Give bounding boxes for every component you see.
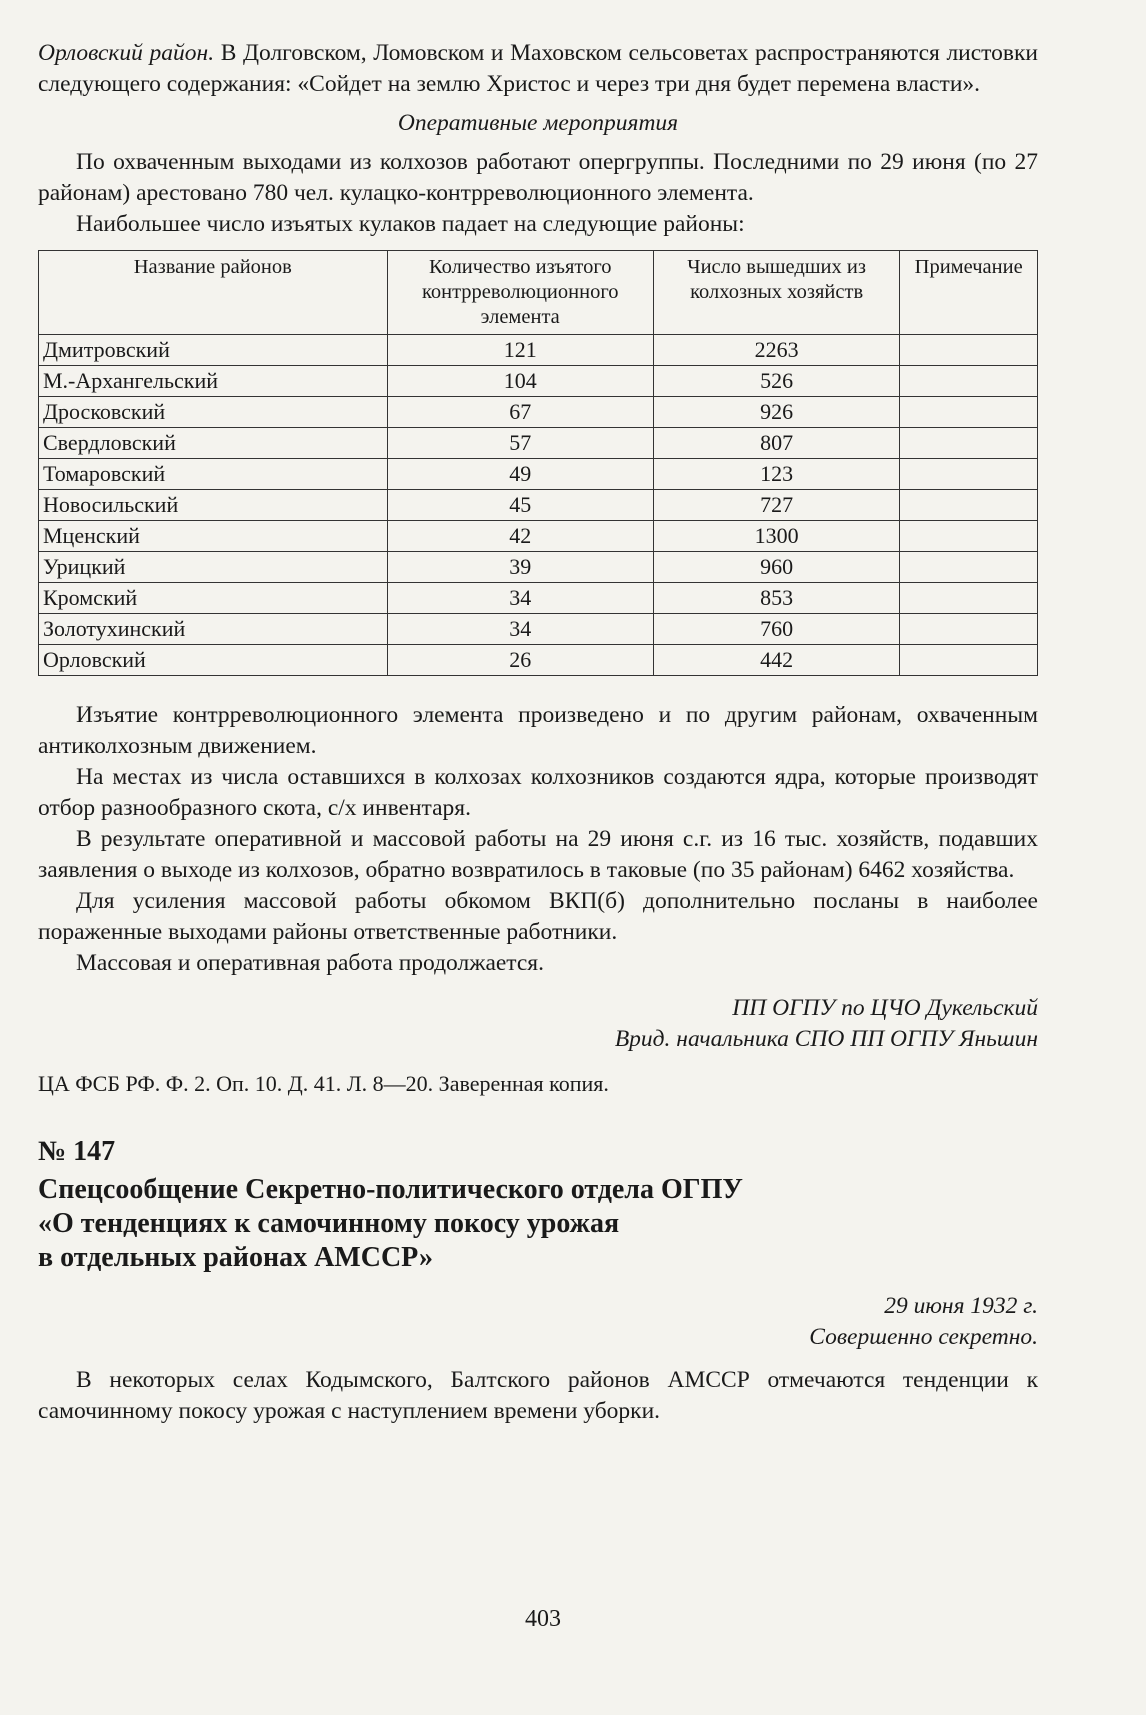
- removed-count: 121: [387, 335, 653, 366]
- paragraph: Наибольшее число изъятых кулаков падает на следующие районы:: [76, 211, 745, 237]
- archive-reference: ЦА ФСБ РФ. Ф. 2. Оп. 10. Д. 41. Л. 8—20. Заверенная копия.: [38, 1071, 609, 1096]
- district-name: Золотухинский: [39, 614, 388, 645]
- removed-count: 104: [387, 366, 653, 397]
- intro-district-label: Орловский район.: [38, 40, 215, 66]
- paragraph: Изъятие контрреволюционного элемента произведено и по другим районам, охваченным антиколхозным движением.: [38, 702, 1038, 759]
- left-count: 760: [653, 614, 899, 645]
- district-name: Дросковский: [39, 397, 388, 428]
- signature-block: [38, 993, 1038, 1055]
- district-name: Орловский: [39, 645, 388, 676]
- table-row: [39, 583, 1038, 614]
- district-name: Дмитровский: [39, 335, 388, 366]
- signature-line: ПП ОГПУ по ЦЧО Дукельский: [732, 995, 1038, 1021]
- table-row: [39, 552, 1038, 583]
- intro-text: В Долговском, Ломовском и Маховском сельсоветах распространяются листовки следующего содержания: «Сойдет на землю Христос и через три дня будет перемена власти».: [38, 40, 1038, 97]
- districts-table: [38, 250, 1038, 676]
- note-cell: [900, 428, 1038, 459]
- column-header: Название районов: [39, 251, 388, 335]
- left-count: 123: [653, 459, 899, 490]
- table-row: [39, 459, 1038, 490]
- paragraph: Для усиления массовой работы обкомом ВКП(б) дополнительно посланы в наиболее пораженные выходами районы ответственные работники.: [38, 888, 1038, 945]
- left-count: 1300: [653, 521, 899, 552]
- removed-count: 49: [387, 459, 653, 490]
- left-count: 853: [653, 583, 899, 614]
- removed-count: 39: [387, 552, 653, 583]
- district-name: Мценский: [39, 521, 388, 552]
- note-cell: [900, 459, 1038, 490]
- note-cell: [900, 645, 1038, 676]
- signature-line: Врид. начальника СПО ПП ОГПУ Яньшин: [614, 1026, 1038, 1052]
- district-name: Свердловский: [39, 428, 388, 459]
- note-cell: [900, 583, 1038, 614]
- note-cell: [900, 366, 1038, 397]
- table-header-row: [39, 251, 1038, 335]
- document-title: [38, 1173, 1038, 1275]
- document-number: № 147: [38, 1136, 116, 1167]
- classification-mark: Совершенно секретно.: [809, 1324, 1038, 1350]
- removed-count: 67: [387, 397, 653, 428]
- note-cell: [900, 521, 1038, 552]
- document-title-line: в отдельных районах АМССР»: [38, 1242, 433, 1273]
- left-count: 926: [653, 397, 899, 428]
- paragraph: В некоторых селах Кодымского, Балтского районов АМССР отмечаются тенденции к самочинному покосу урожая с наступлением времени уборки.: [38, 1367, 1038, 1424]
- document-title-line: Спецсообщение Секретно-политического отдела ОГПУ: [38, 1174, 743, 1205]
- paragraph: Массовая и оперативная работа продолжается.: [76, 950, 544, 976]
- page-number: 403: [525, 1606, 561, 1632]
- removed-count: 26: [387, 645, 653, 676]
- note-cell: [900, 552, 1038, 583]
- note-cell: [900, 335, 1038, 366]
- district-name: Урицкий: [39, 552, 388, 583]
- table-row: [39, 397, 1038, 428]
- paragraph: По охваченным выходами из колхозов работают опергруппы. Последними по 29 июня (по 27 районам) арестовано 780 чел. кулацко-контрреволюционного элемента.: [38, 149, 1038, 206]
- table-row: [39, 645, 1038, 676]
- removed-count: 42: [387, 521, 653, 552]
- left-count: 2263: [653, 335, 899, 366]
- intro-paragraph: [38, 38, 1038, 100]
- district-name: Томаровский: [39, 459, 388, 490]
- column-header: Примечание: [900, 251, 1038, 335]
- table-row: [39, 366, 1038, 397]
- document-title-line: «О тенденциях к самочинному покосу урожая: [38, 1208, 620, 1239]
- removed-count: 57: [387, 428, 653, 459]
- left-count: 807: [653, 428, 899, 459]
- district-name: Кромский: [39, 583, 388, 614]
- removed-count: 34: [387, 583, 653, 614]
- table-row: [39, 428, 1038, 459]
- district-name: М.-Архангельский: [39, 366, 388, 397]
- paragraph: На местах из числа оставшихся в колхозах колхозников создаются ядра, которые производят отбор разнообразного скота, с/х инвентаря.: [38, 764, 1038, 821]
- column-header: Количество изъятого контрреволюционного элемента: [387, 251, 653, 335]
- section-heading: Оперативные мероприятия: [397, 110, 679, 136]
- paragraph: В результате оперативной и массовой работы на 29 июня с.г. из 16 тыс. хозяйств, подавших заявления о выходе из колхозов, обратно возвратилось в таковые (по 35 районам) 6462 хозяйства.: [38, 826, 1038, 883]
- left-count: 442: [653, 645, 899, 676]
- column-header: Число вышедших из колхозных хозяйств: [653, 251, 899, 335]
- note-cell: [900, 490, 1038, 521]
- table-row: [39, 521, 1038, 552]
- removed-count: 34: [387, 614, 653, 645]
- district-name: Новосильский: [39, 490, 388, 521]
- table-row: [39, 335, 1038, 366]
- table-row: [39, 614, 1038, 645]
- left-count: 960: [653, 552, 899, 583]
- left-count: 727: [653, 490, 899, 521]
- note-cell: [900, 397, 1038, 428]
- document-date: 29 июня 1932 г.: [884, 1293, 1038, 1319]
- note-cell: [900, 614, 1038, 645]
- table-row: [39, 490, 1038, 521]
- removed-count: 45: [387, 490, 653, 521]
- left-count: 526: [653, 366, 899, 397]
